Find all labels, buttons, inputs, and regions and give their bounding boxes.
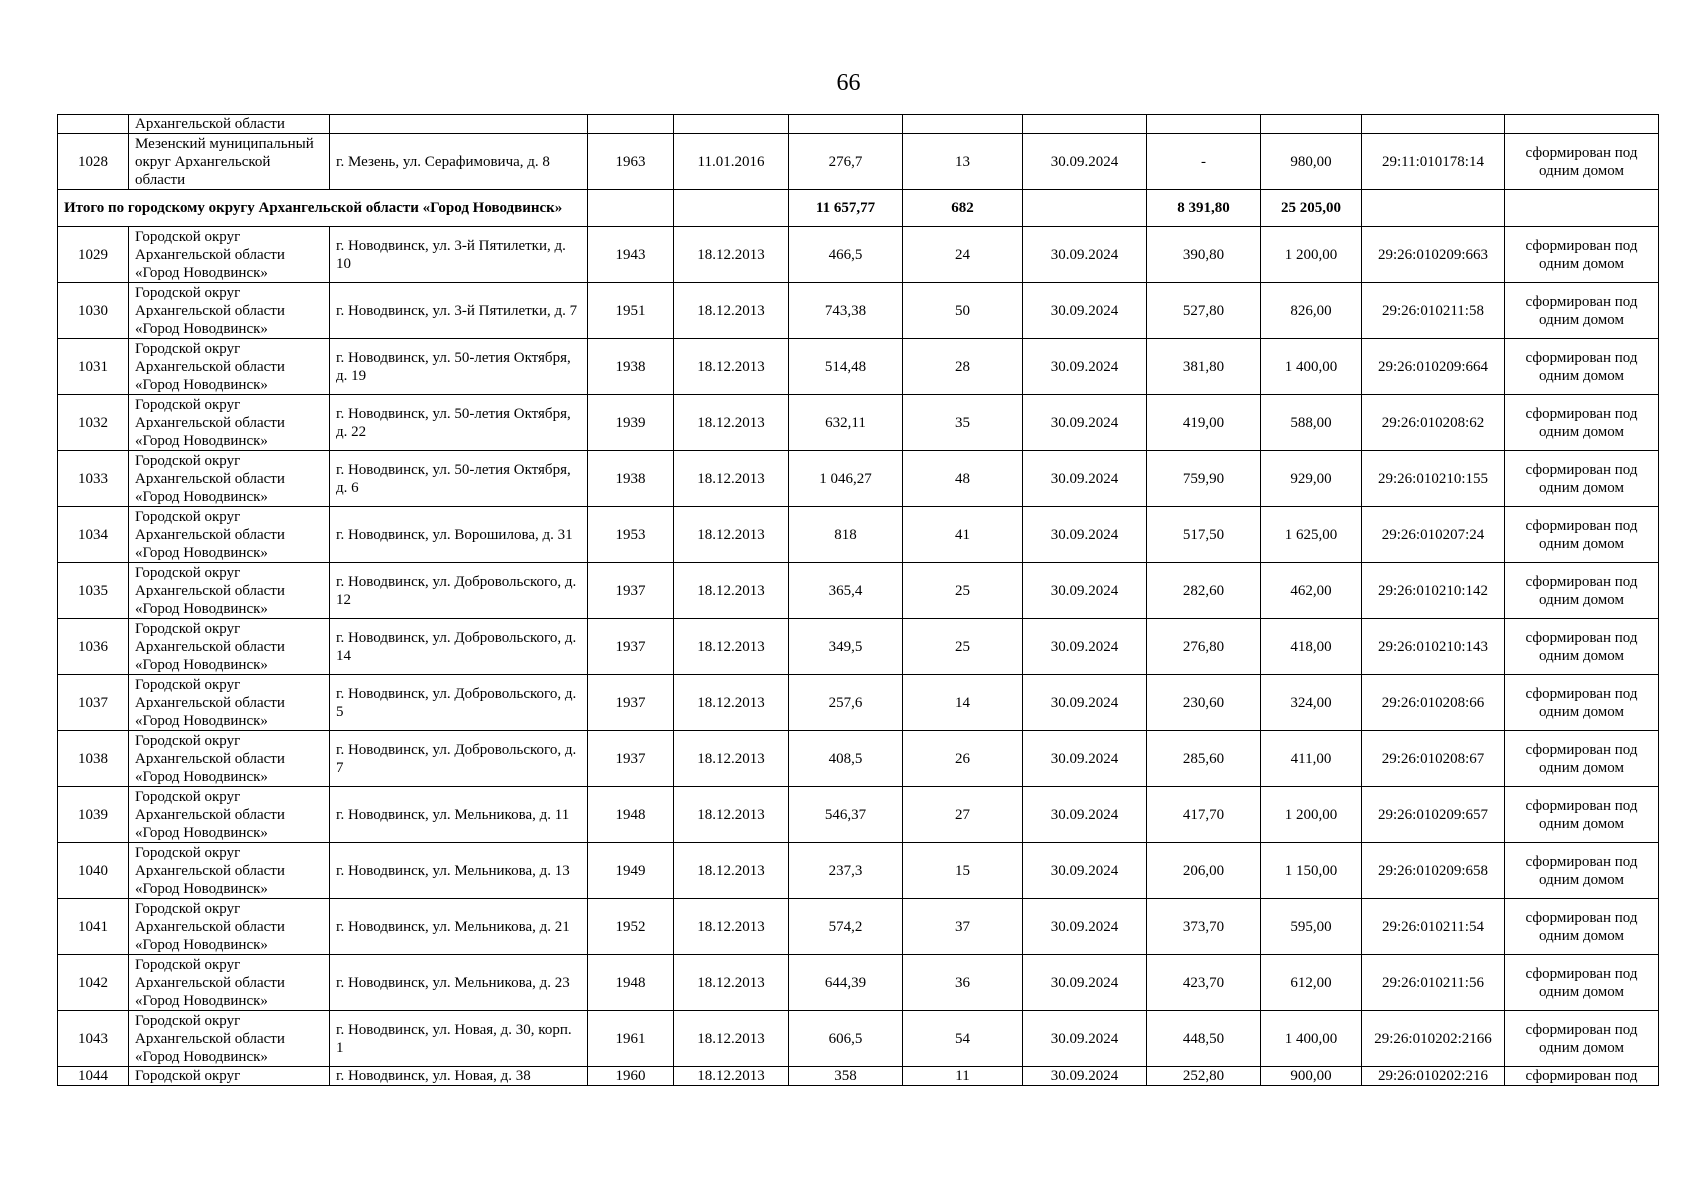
cell-municipality: Мезенский муниципальный округ Архангельской области: [129, 134, 330, 190]
cell-address: г. Новодвинск, ул. Мельникова, д. 13: [330, 843, 588, 899]
cell-land-area: 1 400,00: [1261, 1011, 1362, 1067]
cell-area: 466,5: [789, 227, 903, 283]
cell-cadastral: 29:26:010209:657: [1362, 787, 1505, 843]
cell-residents: [903, 115, 1023, 134]
cell-land-area: 1 400,00: [1261, 339, 1362, 395]
cell-plan-date: 30.09.2024: [1023, 899, 1147, 955]
cell-status: сформирован под одним домом: [1505, 675, 1659, 731]
cell-year: 1952: [588, 899, 674, 955]
cell-area: 257,6: [789, 675, 903, 731]
cell-year: 1960: [588, 1067, 674, 1086]
cell-plan-date: 30.09.2024: [1023, 227, 1147, 283]
cell-residents: 11: [903, 1067, 1023, 1086]
table-row-partial: [58, 1067, 1659, 1086]
cell-plan-date: 30.09.2024: [1023, 1067, 1147, 1086]
cell-area2: 517,50: [1147, 507, 1261, 563]
cell-municipality: Городской округ Архангельской области «Город Новодвинск»: [129, 675, 330, 731]
cell-residents: 13: [903, 134, 1023, 190]
cell-municipality: Архангельской области: [129, 115, 330, 134]
cell-cadastral: 29:26:010208:67: [1362, 731, 1505, 787]
page-number: 66: [836, 70, 861, 96]
cell-area: 574,2: [789, 899, 903, 955]
cell-area: 349,5: [789, 619, 903, 675]
cell-area: 1 046,27: [789, 451, 903, 507]
cell-municipality: Городской округ Архангельской области «Город Новодвинск»: [129, 1011, 330, 1067]
cell-status: [1505, 190, 1659, 227]
cell-status: сформирован под одним домом: [1505, 563, 1659, 619]
cell-land-area: 929,00: [1261, 451, 1362, 507]
cell-num: 1038: [58, 731, 129, 787]
cell-cadastral: 29:26:010211:56: [1362, 955, 1505, 1011]
cell-status: сформирован под одним домом: [1505, 1011, 1659, 1067]
cell-num: 1036: [58, 619, 129, 675]
table-row: [58, 395, 1659, 451]
cell-num: 1032: [58, 395, 129, 451]
cell-address: г. Новодвинск, ул. Новая, д. 30, корп. 1: [330, 1011, 588, 1067]
table-row: [58, 843, 1659, 899]
cell-date: 18.12.2013: [674, 787, 789, 843]
total-area2: 8 391,80: [1147, 190, 1261, 227]
cell-land-area: 900,00: [1261, 1067, 1362, 1086]
cell-year: [588, 115, 674, 134]
cell-area: 644,39: [789, 955, 903, 1011]
cell-residents: 35: [903, 395, 1023, 451]
cell-residents: 14: [903, 675, 1023, 731]
cell-year: 1939: [588, 395, 674, 451]
cell-residents: 25: [903, 563, 1023, 619]
cell-area2: 390,80: [1147, 227, 1261, 283]
cell-num: 1031: [58, 339, 129, 395]
cell-cadastral: 29:26:010202:2166: [1362, 1011, 1505, 1067]
cell-area2: 252,80: [1147, 1067, 1261, 1086]
cell-num: [58, 115, 129, 134]
cell-area2: 759,90: [1147, 451, 1261, 507]
cell-year: 1937: [588, 731, 674, 787]
cell-date: 18.12.2013: [674, 451, 789, 507]
cell-date: 18.12.2013: [674, 395, 789, 451]
cell-address: г. Новодвинск, ул. Добровольского, д. 12: [330, 563, 588, 619]
cell-year: 1949: [588, 843, 674, 899]
cell-municipality: Городской округ Архангельской области «Город Новодвинск»: [129, 955, 330, 1011]
table-row: [58, 283, 1659, 339]
table-row: [58, 787, 1659, 843]
cell-municipality: Городской округ Архангельской области «Город Новодвинск»: [129, 451, 330, 507]
cell-plan-date: 30.09.2024: [1023, 563, 1147, 619]
cell-land-area: 1 200,00: [1261, 787, 1362, 843]
cell-plan-date: 30.09.2024: [1023, 787, 1147, 843]
cell-num: 1028: [58, 134, 129, 190]
cell-cadastral: 29:26:010211:58: [1362, 283, 1505, 339]
cell-address: [330, 115, 588, 134]
cell-residents: 48: [903, 451, 1023, 507]
cell-plan-date: 30.09.2024: [1023, 339, 1147, 395]
cell-cadastral: 29:26:010207:24: [1362, 507, 1505, 563]
cell-area2: 417,70: [1147, 787, 1261, 843]
cell-status: сформирован под одним домом: [1505, 899, 1659, 955]
cell-num: 1030: [58, 283, 129, 339]
cell-cadastral: 29:26:010210:142: [1362, 563, 1505, 619]
cell-area: 365,4: [789, 563, 903, 619]
cell-area2: [1147, 115, 1261, 134]
cell-plan-date: 30.09.2024: [1023, 395, 1147, 451]
cell-status: сформирован под одним домом: [1505, 787, 1659, 843]
cell-plan-date: 30.09.2024: [1023, 675, 1147, 731]
cell-num: 1034: [58, 507, 129, 563]
cell-residents: 25: [903, 619, 1023, 675]
cell-address: г. Новодвинск, ул. Мельникова, д. 11: [330, 787, 588, 843]
table-body: [58, 115, 1659, 1086]
cell-status: [1505, 115, 1659, 134]
cell-address: г. Новодвинск, ул. Новая, д. 38: [330, 1067, 588, 1086]
cell-land-area: 462,00: [1261, 563, 1362, 619]
cell-area2: 276,80: [1147, 619, 1261, 675]
cell-cadastral: [1362, 115, 1505, 134]
cell-area2: 230,60: [1147, 675, 1261, 731]
table-row: [58, 339, 1659, 395]
cell-residents: 50: [903, 283, 1023, 339]
cell-residents: 36: [903, 955, 1023, 1011]
table-row-continued: [58, 115, 1659, 134]
cell-municipality: Городской округ Архангельской области «Город Новодвинск»: [129, 787, 330, 843]
cell-area: 408,5: [789, 731, 903, 787]
cell-year: 1948: [588, 787, 674, 843]
cell-land-area: 595,00: [1261, 899, 1362, 955]
cell-land-area: 588,00: [1261, 395, 1362, 451]
cell-address: г. Мезень, ул. Серафимовича, д. 8: [330, 134, 588, 190]
cell-land-area: 324,00: [1261, 675, 1362, 731]
total-label: Итого по городскому округу Архангельской области «Город Новодвинск»: [58, 190, 588, 227]
table-row: [58, 507, 1659, 563]
cell-status: сформирован под одним домом: [1505, 507, 1659, 563]
cell-status: сформирован под одним домом: [1505, 955, 1659, 1011]
cell-land-area: 411,00: [1261, 731, 1362, 787]
cell-plan-date: 30.09.2024: [1023, 619, 1147, 675]
cell-address: г. Новодвинск, ул. 50-летия Октября, д. 19: [330, 339, 588, 395]
cell-residents: 27: [903, 787, 1023, 843]
cell-land-area: 1 200,00: [1261, 227, 1362, 283]
cell-plan-date: [1023, 115, 1147, 134]
table-row: [58, 675, 1659, 731]
cell-num: 1042: [58, 955, 129, 1011]
cell-area: 743,38: [789, 283, 903, 339]
cell-date: 18.12.2013: [674, 339, 789, 395]
cell-year: [588, 190, 674, 227]
table-row: [58, 227, 1659, 283]
cell-status: сформирован под одним домом: [1505, 843, 1659, 899]
cell-municipality: Городской округ: [129, 1067, 330, 1086]
cell-residents: 28: [903, 339, 1023, 395]
cell-address: г. Новодвинск, ул. Мельникова, д. 21: [330, 899, 588, 955]
cell-area2: 423,70: [1147, 955, 1261, 1011]
cell-status: сформирован под одним домом: [1505, 619, 1659, 675]
cell-residents: 41: [903, 507, 1023, 563]
table-row: [58, 1011, 1659, 1067]
cell-status: сформирован под одним домом: [1505, 339, 1659, 395]
table-row: [58, 731, 1659, 787]
cell-land-area: 418,00: [1261, 619, 1362, 675]
cell-status: сформирован под одним домом: [1505, 134, 1659, 190]
cell-cadastral: 29:26:010208:62: [1362, 395, 1505, 451]
cell-area: 358: [789, 1067, 903, 1086]
cell-cadastral: 29:26:010209:658: [1362, 843, 1505, 899]
cell-address: г. Новодвинск, ул. Добровольского, д. 14: [330, 619, 588, 675]
cell-num: 1040: [58, 843, 129, 899]
total-row: [58, 190, 1659, 227]
cell-cadastral: 29:26:010202:216: [1362, 1067, 1505, 1086]
cell-year: 1943: [588, 227, 674, 283]
cell-address: г. Новодвинск, ул. 3-й Пятилетки, д. 10: [330, 227, 588, 283]
cell-municipality: Городской округ Архангельской области «Город Новодвинск»: [129, 283, 330, 339]
table-row: [58, 134, 1659, 190]
cell-plan-date: 30.09.2024: [1023, 451, 1147, 507]
table-row: [58, 619, 1659, 675]
table-row: [58, 899, 1659, 955]
cell-year: 1937: [588, 675, 674, 731]
cell-address: г. Новодвинск, ул. 3-й Пятилетки, д. 7: [330, 283, 588, 339]
cell-date: 18.12.2013: [674, 227, 789, 283]
cell-cadastral: 29:26:010210:155: [1362, 451, 1505, 507]
cell-area: 514,48: [789, 339, 903, 395]
cell-address: г. Новодвинск, ул. Добровольского, д. 7: [330, 731, 588, 787]
cell-land-area: [1261, 115, 1362, 134]
cell-address: г. Новодвинск, ул. 50-летия Октября, д. 6: [330, 451, 588, 507]
cell-cadastral: 29:26:010211:54: [1362, 899, 1505, 955]
total-residents: 682: [903, 190, 1023, 227]
cell-cadastral: 29:11:010178:14: [1362, 134, 1505, 190]
cell-year: 1938: [588, 451, 674, 507]
cell-municipality: Городской округ Архангельской области «Город Новодвинск»: [129, 395, 330, 451]
table-row: [58, 563, 1659, 619]
cell-num: 1043: [58, 1011, 129, 1067]
cell-date: 18.12.2013: [674, 843, 789, 899]
cell-plan-date: 30.09.2024: [1023, 134, 1147, 190]
cell-date: 18.12.2013: [674, 675, 789, 731]
cell-cadastral: 29:26:010208:66: [1362, 675, 1505, 731]
cell-address: г. Новодвинск, ул. 50-летия Октября, д. 22: [330, 395, 588, 451]
cell-land-area: 1 150,00: [1261, 843, 1362, 899]
cell-municipality: Городской округ Архангельской области «Город Новодвинск»: [129, 731, 330, 787]
cell-date: 18.12.2013: [674, 563, 789, 619]
cell-year: 1937: [588, 619, 674, 675]
cell-num: 1029: [58, 227, 129, 283]
cell-date: 18.12.2013: [674, 619, 789, 675]
cell-year: 1953: [588, 507, 674, 563]
cell-area: 606,5: [789, 1011, 903, 1067]
cell-land-area: 826,00: [1261, 283, 1362, 339]
cell-land-area: 980,00: [1261, 134, 1362, 190]
cell-area2: 527,80: [1147, 283, 1261, 339]
cell-date: 18.12.2013: [674, 1067, 789, 1086]
cell-plan-date: 30.09.2024: [1023, 843, 1147, 899]
cell-residents: 26: [903, 731, 1023, 787]
cell-date: 18.12.2013: [674, 899, 789, 955]
table-row: [58, 451, 1659, 507]
cell-status: сформирован под одним домом: [1505, 731, 1659, 787]
cell-num: 1041: [58, 899, 129, 955]
cell-municipality: Городской округ Архангельской области «Город Новодвинск»: [129, 619, 330, 675]
total-land-area: 25 205,00: [1261, 190, 1362, 227]
cell-status: сформирован под: [1505, 1067, 1659, 1086]
cell-area: [789, 115, 903, 134]
cell-plan-date: 30.09.2024: [1023, 731, 1147, 787]
cell-date: [674, 115, 789, 134]
cell-date: 18.12.2013: [674, 507, 789, 563]
cell-year: 1963: [588, 134, 674, 190]
cell-date: 18.12.2013: [674, 283, 789, 339]
cell-plan-date: 30.09.2024: [1023, 507, 1147, 563]
cell-area2: 373,70: [1147, 899, 1261, 955]
cell-date: 11.01.2016: [674, 134, 789, 190]
cell-residents: 15: [903, 843, 1023, 899]
cell-num: 1035: [58, 563, 129, 619]
cell-area: 237,3: [789, 843, 903, 899]
table-row: [58, 955, 1659, 1011]
cell-area2: 285,60: [1147, 731, 1261, 787]
cell-area: 276,7: [789, 134, 903, 190]
cell-residents: 24: [903, 227, 1023, 283]
cell-plan-date: 30.09.2024: [1023, 1011, 1147, 1067]
cell-area2: 419,00: [1147, 395, 1261, 451]
cell-area2: 448,50: [1147, 1011, 1261, 1067]
cell-num: 1044: [58, 1067, 129, 1086]
cell-area: 818: [789, 507, 903, 563]
cell-residents: 37: [903, 899, 1023, 955]
cell-area: 632,11: [789, 395, 903, 451]
cell-year: 1938: [588, 339, 674, 395]
cell-municipality: Городской округ Архангельской области «Город Новодвинск»: [129, 339, 330, 395]
cell-municipality: Городской округ Архангельской области «Город Новодвинск»: [129, 227, 330, 283]
cell-municipality: Городской округ Архангельской области «Город Новодвинск»: [129, 843, 330, 899]
cell-municipality: Городской округ Архангельской области «Город Новодвинск»: [129, 563, 330, 619]
cell-date: 18.12.2013: [674, 955, 789, 1011]
cell-cadastral: 29:26:010209:663: [1362, 227, 1505, 283]
cell-plan-date: 30.09.2024: [1023, 955, 1147, 1011]
cell-address: г. Новодвинск, ул. Мельникова, д. 23: [330, 955, 588, 1011]
cell-residents: 54: [903, 1011, 1023, 1067]
cell-year: 1961: [588, 1011, 674, 1067]
cell-year: 1937: [588, 563, 674, 619]
cell-year: 1948: [588, 955, 674, 1011]
cell-num: 1039: [58, 787, 129, 843]
cell-num: 1037: [58, 675, 129, 731]
cell-cadastral: 29:26:010209:664: [1362, 339, 1505, 395]
cell-area2: 282,60: [1147, 563, 1261, 619]
cell-cadastral: 29:26:010210:143: [1362, 619, 1505, 675]
cell-plan-date: 30.09.2024: [1023, 283, 1147, 339]
cell-date: [674, 190, 789, 227]
cell-status: сформирован под одним домом: [1505, 451, 1659, 507]
cell-address: г. Новодвинск, ул. Ворошилова, д. 31: [330, 507, 588, 563]
total-area: 11 657,77: [789, 190, 903, 227]
cell-date: 18.12.2013: [674, 1011, 789, 1067]
cell-date: 18.12.2013: [674, 731, 789, 787]
cell-year: 1951: [588, 283, 674, 339]
cell-area2: -: [1147, 134, 1261, 190]
cell-land-area: 1 625,00: [1261, 507, 1362, 563]
cell-num: 1033: [58, 451, 129, 507]
cell-area2: 381,80: [1147, 339, 1261, 395]
cell-area: 546,37: [789, 787, 903, 843]
cell-cadastral: [1362, 190, 1505, 227]
cell-status: сформирован под одним домом: [1505, 227, 1659, 283]
cell-area2: 206,00: [1147, 843, 1261, 899]
cell-plan-date: [1023, 190, 1147, 227]
cell-status: сформирован под одним домом: [1505, 395, 1659, 451]
cell-address: г. Новодвинск, ул. Добровольского, д. 5: [330, 675, 588, 731]
housing-registry-table: [57, 114, 1659, 1086]
cell-municipality: Городской округ Архангельской области «Город Новодвинск»: [129, 507, 330, 563]
cell-status: сформирован под одним домом: [1505, 283, 1659, 339]
cell-municipality: Городской округ Архангельской области «Город Новодвинск»: [129, 899, 330, 955]
cell-land-area: 612,00: [1261, 955, 1362, 1011]
